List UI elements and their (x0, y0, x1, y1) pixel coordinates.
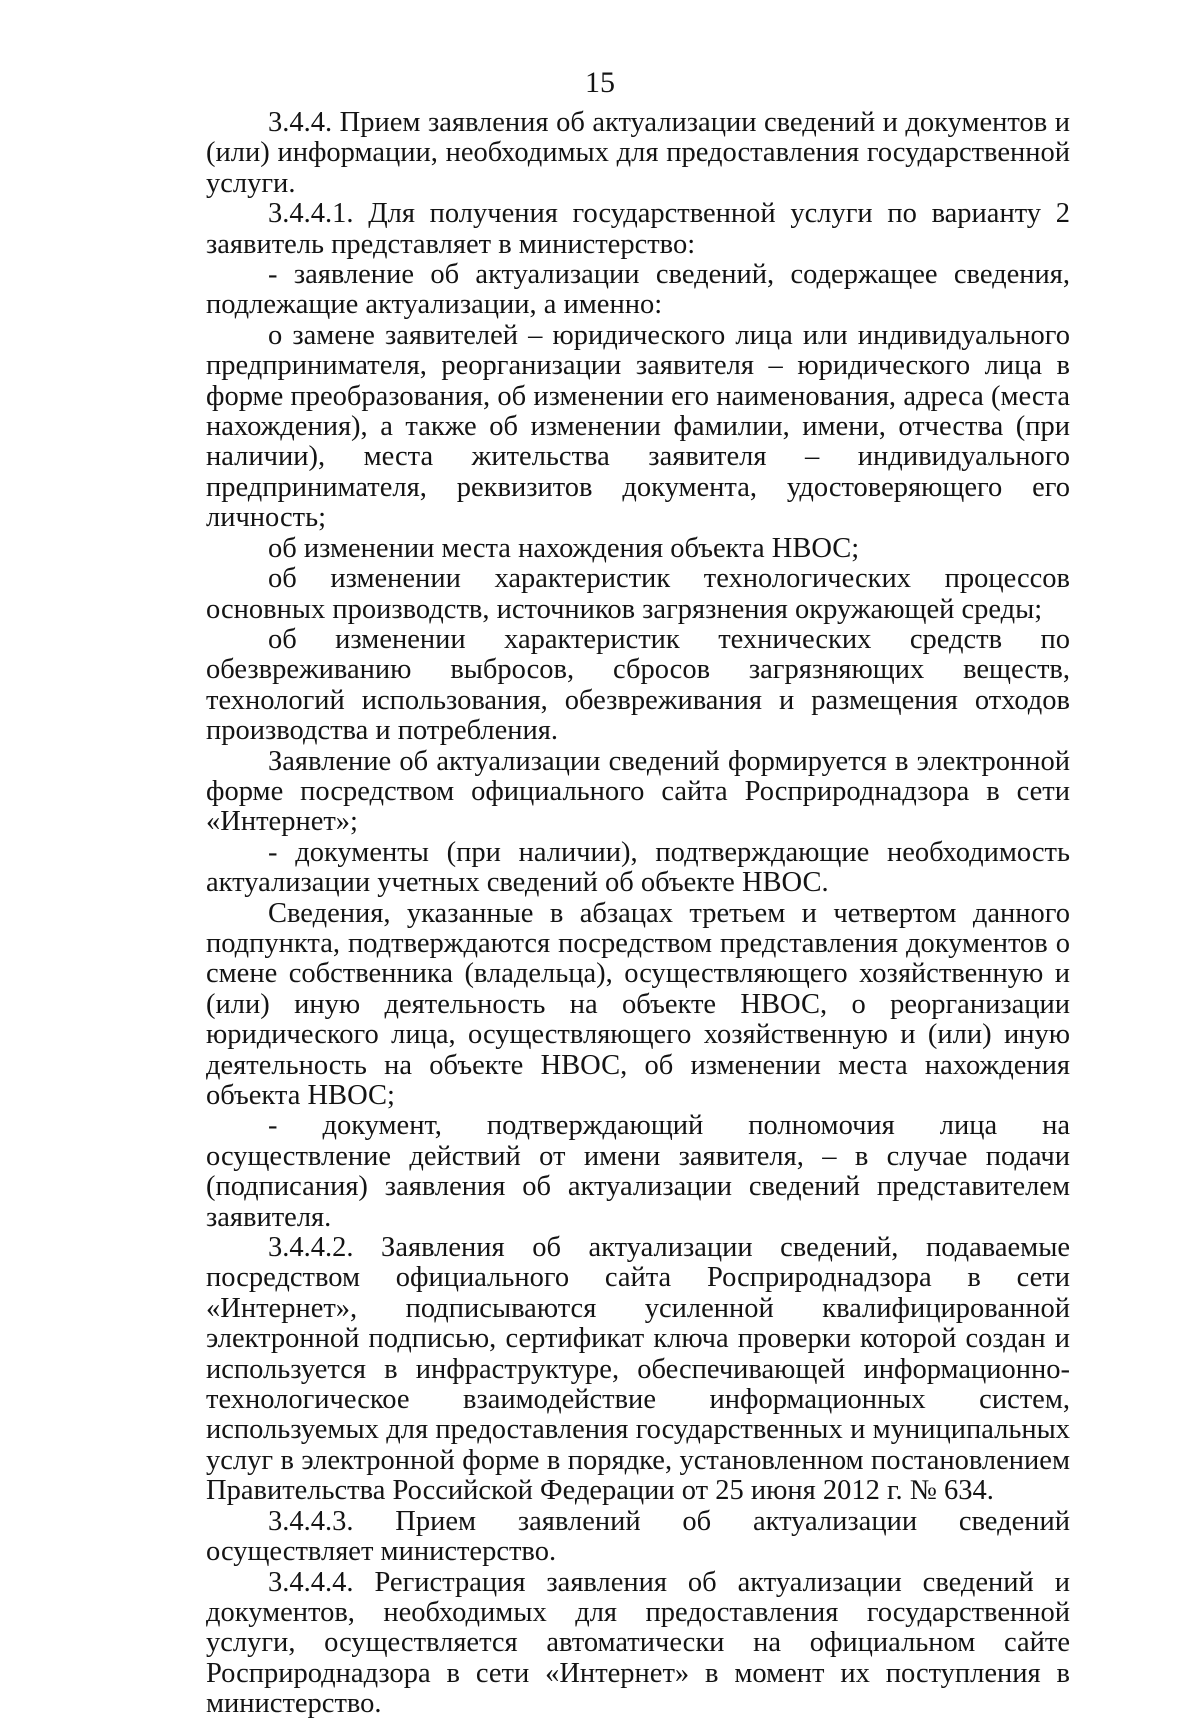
paragraph-3-4-4-3: 3.4.4.3. Прием заявлений об актуализации сведений осуществляет министерство. (206, 1505, 1070, 1568)
paragraph-3-4-4-1: 3.4.4.1. Для получения государственной услуги по варианту 2 заявитель представляет в министерство: (206, 198, 1070, 260)
paragraph-3-4-4-2: 3.4.4.2. Заявления об актуализации сведений, подаваемые посредством официального сайта Росприроднадзора в сети «Интернет», подписываются усиленной квалифицированной электронной подписью, сертификат ключа проверки которой создан и используется в инфраструктуре, обеспечивающей информационно-технологическое взаимодействие информационных систем, используемых для предоставления государственных и муниципальных услуг в электронной форме в порядке, установленном постановлением Правительства Российской Федерации от 25 июня 2012 г. № 634. (206, 1232, 1070, 1507)
paragraph-location-change: об изменении места нахождения объекта НВОС; (268, 532, 860, 564)
paragraph-electronic-form: Заявление об актуализации сведений формируется в электронной форме посредством официального сайта Росприроднадзора в сети «Интернет»; (206, 745, 1070, 838)
paragraph-technical-means: об изменении характеристик технических средств по обезвреживанию выбросов, сбросов загрязняющих веществ, технологий использования, обезвреживания и размещения отходов производства и потребления. (206, 623, 1070, 747)
paragraph-authority-document: - документ, подтверждающий полномочия лица на осуществление действий от имени заявителя, – в случае подачи (подписания) заявления об актуализации сведений представителем заявителя. (206, 1110, 1070, 1233)
page-number: 15 (585, 66, 615, 99)
paragraph-applicant-replacement: о замене заявителей – юридического лица или индивидуального предпринимателя, реорганизации заявителя – юридического лица в форме преобразования, об изменении его наименования, адреса (места нахождения), а также об изменении фамилии, имени, отчества (при наличии), места жительства заявителя – индивидуального предпринимателя, реквизитов документа, удостоверяющего его личность; (206, 319, 1070, 534)
paragraph-3-4-4-4: 3.4.4.4. Регистрация заявления об актуализации сведений и документов, необходимых для предоставления государственной услуги, осуществляется автоматически на официальном сайте Росприроднадзора в сети «Интернет» в момент их поступления в министерство. (206, 1566, 1070, 1720)
paragraph-application-item: - заявление об актуализации сведений, содержащее сведения, подлежащие актуализации, а именно: (206, 259, 1070, 321)
document-body (206, 108, 1070, 1720)
paragraph-process-characteristics: об изменении характеристик технологических процессов основных производств, источников загрязнения окружающей среды; (206, 563, 1070, 625)
paragraph-confirmation: Сведения, указанные в абзацах третьем и четвертом данного подпункта, подтверждаются посредством представления документов о смене собственника (владельца), осуществляющего хозяйственную и (или) иную деятельность на объекте НВОС, о реорганизации юридического лица, осуществляющего хозяйственную и (или) иную деятельность на объекте НВОС, об изменении места нахождения объекта НВОС; (206, 897, 1070, 1111)
paragraph-3-4-4: 3.4.4. Прием заявления об актуализации сведений и документов и (или) информации, необходимых для предоставления государственной услуги. (206, 107, 1070, 199)
paragraph-documents-item: - документы (при наличии), подтверждающие необходимость актуализации учетных сведений об объекте НВОС. (206, 836, 1070, 899)
